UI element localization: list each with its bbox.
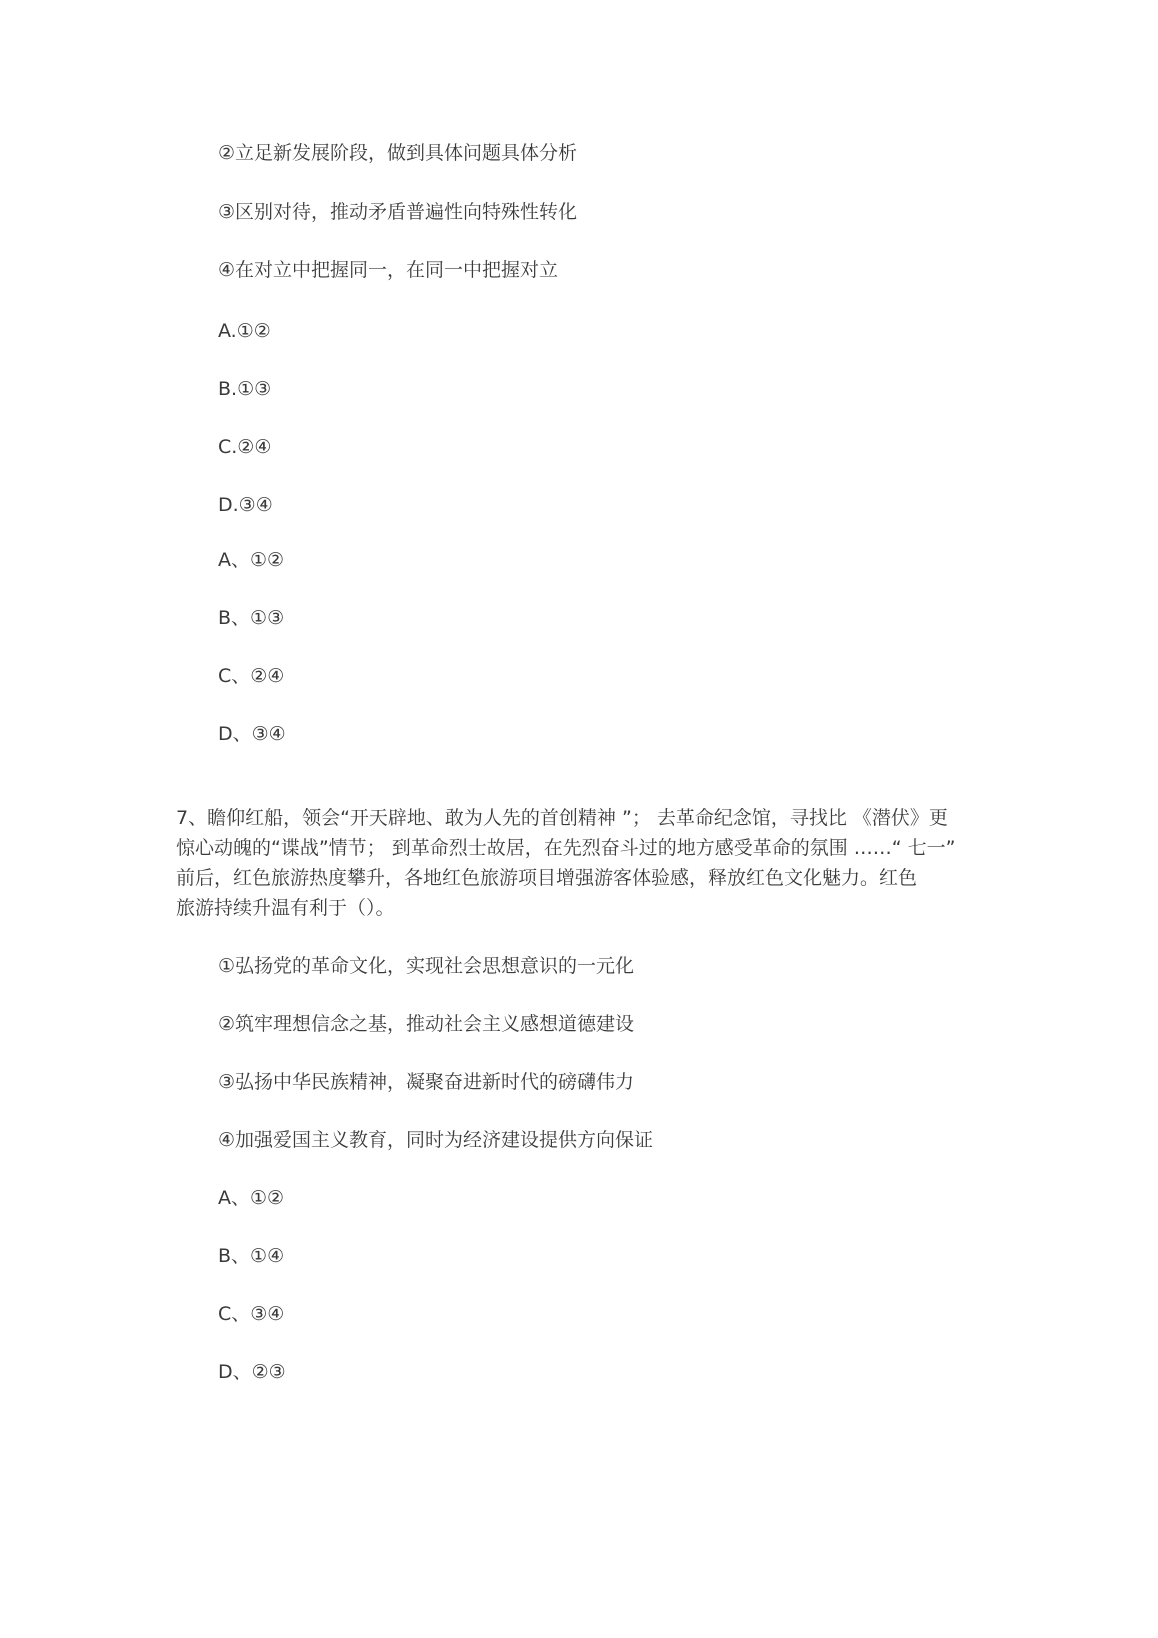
- q6-option-a-dot: A.①②: [218, 320, 271, 342]
- q7-stem-line-4: 旅游持续升温有利于（）。: [176, 897, 395, 919]
- q6-option-d: D、③④: [218, 723, 286, 745]
- q6-statement-4: ④在对立中把握同一，在同一中把握对立: [218, 259, 559, 281]
- q6-option-b-dot: B.①③: [218, 378, 272, 400]
- q7-option-c: C、③④: [218, 1303, 285, 1325]
- q7-statement-1: ①弘扬党的革命文化，实现社会思想意识的一元化: [218, 955, 635, 977]
- q6-statement-2: ②立足新发展阶段，做到具体问题具体分析: [218, 142, 578, 164]
- q7-option-a: A、①②: [218, 1187, 285, 1209]
- q7-option-d: D、②③: [218, 1361, 286, 1383]
- q7-statement-2: ②筑牢理想信念之基，推动社会主义感想道德建设: [218, 1013, 635, 1035]
- q7-stem-line-2: 惊心动魄的“谍战”情节； 到革命烈士故居，在先烈奋斗过的地方感受革命的氛围 ……“ 七一”: [176, 837, 956, 859]
- q7-stem-line-3: 前后，红色旅游热度攀升，各地红色旅游项目增强游客体验感，释放红色文化魅力。红色: [176, 867, 918, 889]
- q6-option-b: B、①③: [218, 607, 285, 629]
- q7-stem-line-1: 7、瞻仰红船，领会“开天辟地、敢为人先的首创精神 ”； 去革命纪念馆，寻找比 《潜伏》更: [176, 807, 948, 829]
- q7-option-b: B、①④: [218, 1245, 285, 1267]
- q6-option-a: A、①②: [218, 549, 285, 571]
- q6-option-d-dot: D.③④: [218, 494, 273, 516]
- q7-statement-4: ④加强爱国主义教育，同时为经济建设提供方向保证: [218, 1129, 654, 1151]
- q6-statement-3: ③区别对待，推动矛盾普遍性向特殊性转化: [218, 201, 578, 223]
- q6-option-c-dot: C.②④: [218, 436, 272, 458]
- q7-statement-3: ③弘扬中华民族精神，凝聚奋进新时代的磅礴伟力: [218, 1071, 635, 1093]
- q6-option-c: C、②④: [218, 665, 285, 687]
